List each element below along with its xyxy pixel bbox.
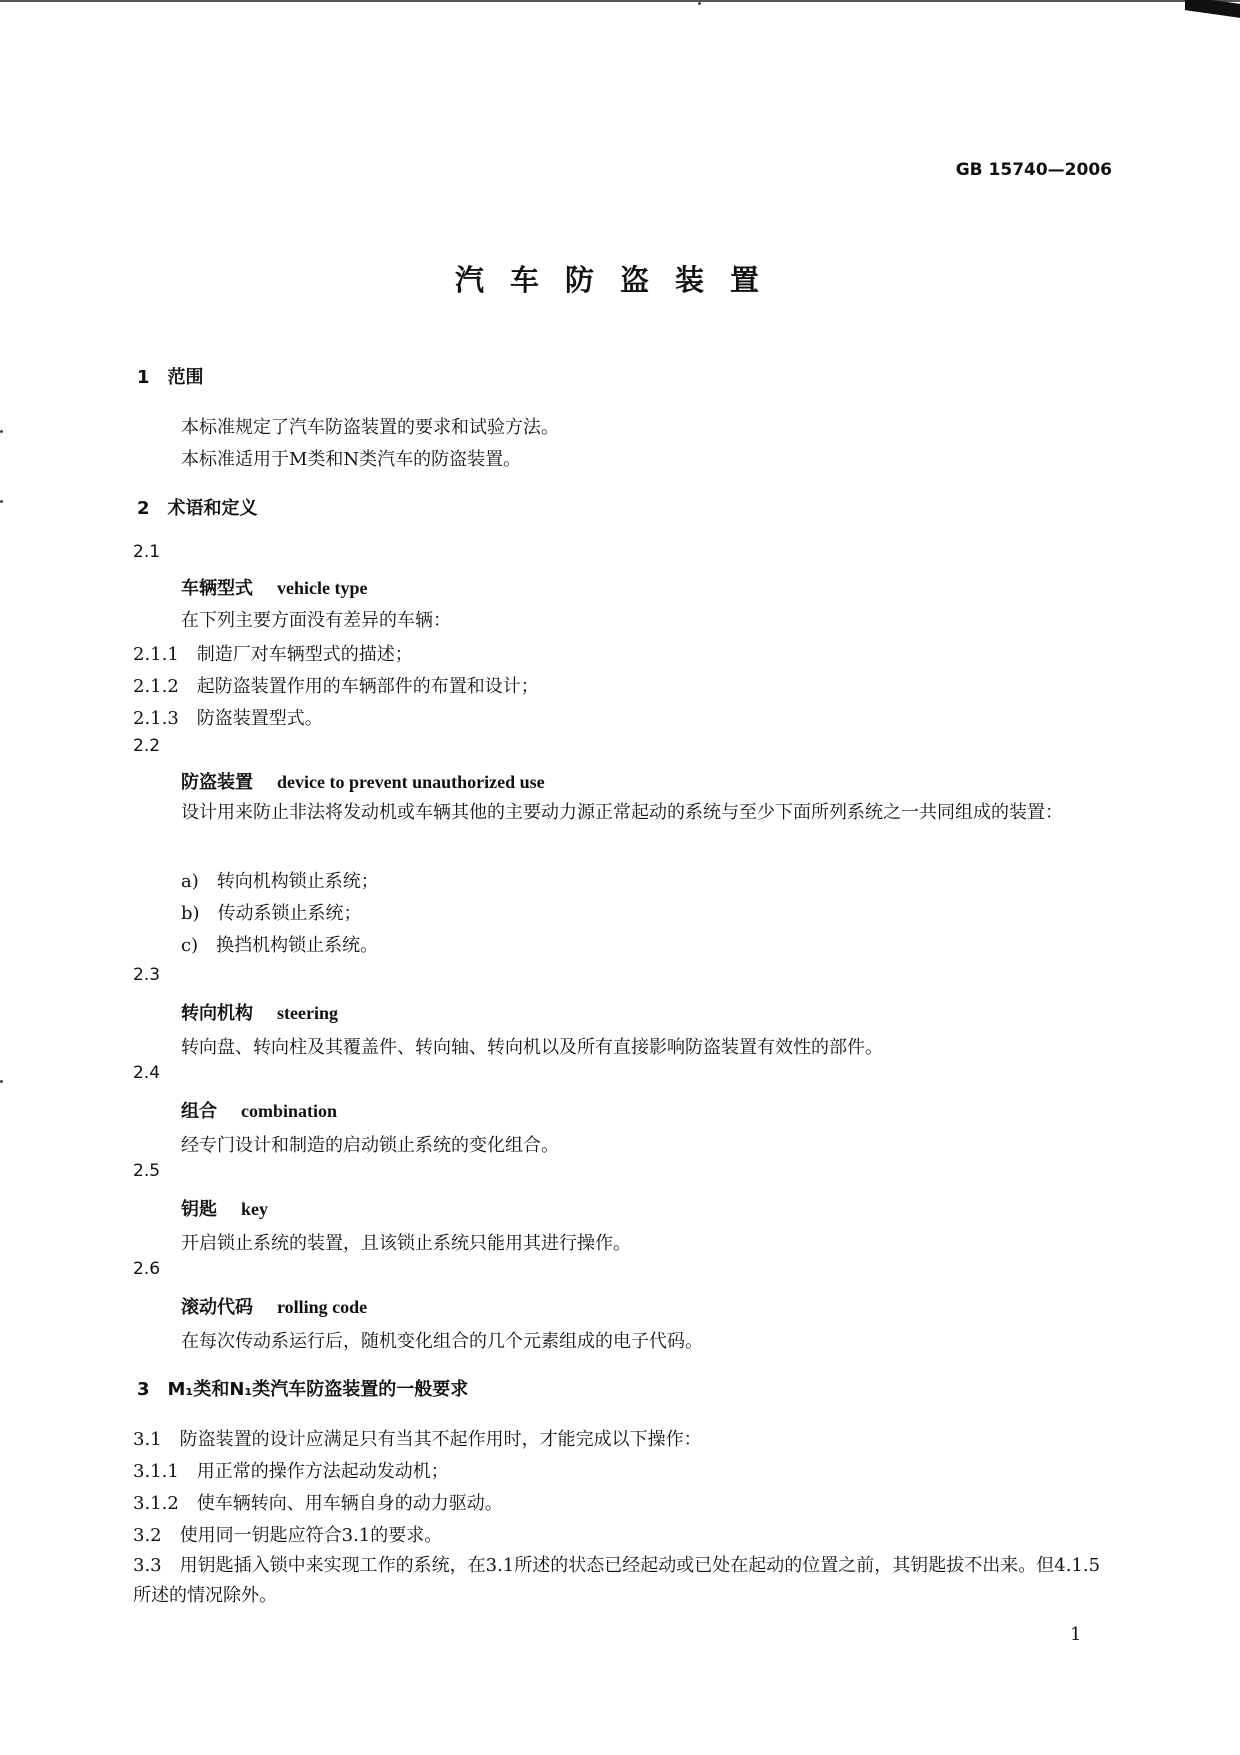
standard-number: GB 15740—2006	[955, 160, 1112, 180]
term-chinese: 组合	[181, 1101, 217, 1122]
term-entry	[181, 1097, 337, 1123]
term-chinese: 车辆型式	[181, 578, 253, 599]
term-definition: 经专门设计和制造的启动锁止系统的变化组合。	[181, 1135, 559, 1156]
term-definition: 在每次传动系运行后，随机变化组合的几个元素组成的电子代码。	[181, 1331, 703, 1352]
clause-text: 3.3 用钥匙插入锁中来实现工作的系统，在3.1所述的状态已经起动或已处在起动的位置之前，其钥匙拔不出来。但4.1.5所述的情况除外。	[133, 1555, 1101, 1606]
scan-speck	[0, 430, 3, 433]
scan-corner-mark	[1185, 0, 1240, 18]
list-item: b) 传动系锁止系统；	[181, 903, 362, 924]
clause-number: 2.6	[133, 1259, 161, 1279]
term-english: device to prevent unauthorized use	[277, 772, 545, 792]
term-english: combination	[241, 1101, 338, 1121]
scan-speck	[698, 2, 701, 5]
term-entry	[181, 1293, 367, 1319]
section-1-paragraph: 本标准适用于M类和N类汽车的防盗装置。	[181, 449, 522, 470]
section-2-heading: 2 术语和定义	[137, 498, 258, 519]
clause-number: 2.4	[133, 1063, 161, 1083]
term-definition: 转向盘、转向柱及其覆盖件、转向轴、转向机以及所有直接影响防盗装置有效性的部件。	[181, 1037, 883, 1058]
term-entry	[181, 574, 367, 600]
clause-number: 2.1	[133, 542, 161, 562]
term-chinese: 滚动代码	[181, 1297, 253, 1318]
term-definition: 设计用来防止非法将发动机或车辆其他的主要动力源正常起动的系统与至少下面所列系统之一共同组成的装置：	[181, 802, 1063, 823]
term-definition: 开启锁止系统的装置，且该锁止系统只能用其进行操作。	[181, 1233, 631, 1254]
clause-text: 3.1.1 用正常的操作方法起动发动机；	[133, 1461, 449, 1482]
section-1-heading: 1 范围	[137, 367, 204, 388]
clause-text: 3.1 防盗装置的设计应满足只有当其不起作用时，才能完成以下操作：	[133, 1429, 702, 1450]
clause-text: 3.2 使用同一钥匙应符合3.1的要求。	[133, 1525, 443, 1546]
clause-text: 3.1.2 使车辆转向、用车辆自身的动力驱动。	[133, 1493, 503, 1514]
page-number: 1	[1070, 1624, 1082, 1645]
document-title: 汽车防盗装置	[454, 263, 785, 297]
list-item: 2.1.2 起防盗装置作用的车辆部件的布置和设计；	[133, 676, 539, 697]
term-english: key	[241, 1199, 268, 1219]
list-item: 2.1.1 制造厂对车辆型式的描述；	[133, 644, 413, 665]
term-entry	[181, 1195, 268, 1221]
section-3-heading: 3 M₁类和N₁类汽车防盗装置的一般要求	[137, 1379, 469, 1400]
scan-speck	[0, 1080, 3, 1083]
clause-number: 2.5	[133, 1161, 161, 1181]
term-chinese: 防盗装置	[181, 772, 253, 793]
clause-number: 2.2	[133, 736, 161, 756]
term-chinese: 钥匙	[181, 1199, 217, 1220]
list-item: 2.1.3 防盗装置型式。	[133, 708, 323, 729]
term-definition: 在下列主要方面没有差异的车辆：	[181, 610, 451, 631]
term-english: steering	[277, 1003, 338, 1023]
list-item: c) 换挡机构锁止系统。	[181, 935, 379, 956]
clause-number: 2.3	[133, 965, 161, 985]
term-entry	[181, 999, 338, 1025]
term-entry	[181, 768, 545, 794]
section-1-paragraph: 本标准规定了汽车防盗装置的要求和试验方法。	[181, 417, 559, 438]
scan-speck	[0, 500, 3, 503]
scan-edge-top	[0, 0, 1240, 2]
term-english: vehicle type	[277, 578, 368, 598]
term-english: rolling code	[277, 1297, 368, 1317]
list-item: a) 转向机构锁止系统；	[181, 871, 379, 892]
term-chinese: 转向机构	[181, 1003, 253, 1024]
